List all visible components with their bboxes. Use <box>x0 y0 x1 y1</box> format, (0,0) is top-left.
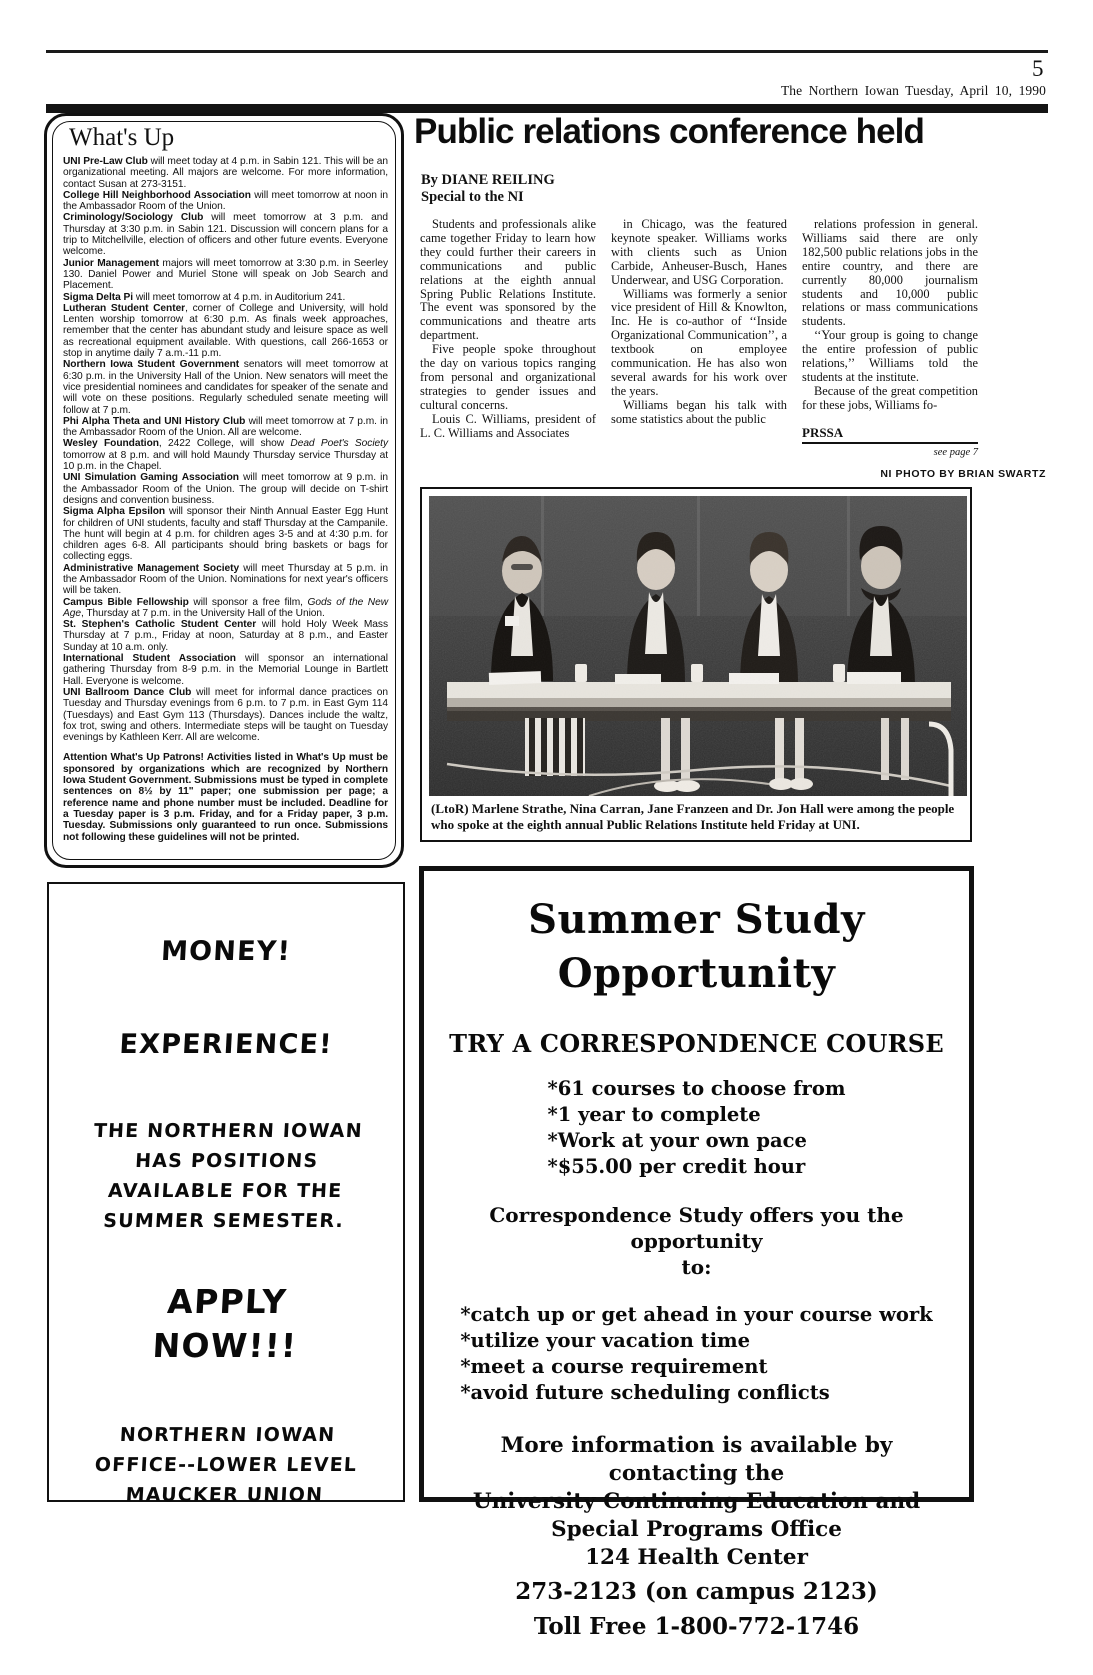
ad-text-line: THE NORTHERN IOWAN <box>93 1120 364 1142</box>
ad-text-line: HAS POSITIONS <box>134 1150 319 1172</box>
summer-ad-benefit-item: *catch up or get ahead in your course work <box>460 1303 933 1326</box>
ad-text-line: APPLY <box>166 1282 289 1321</box>
publication-line: The Northern Iowan Tuesday, April 10, 1990 <box>780 83 1046 98</box>
ad-apply-now <box>47 1280 406 1368</box>
whats-up-entry-org: UNI Simulation Gaming Association <box>63 472 239 484</box>
summer-study-ad[interactable] <box>419 866 974 1640</box>
article-column-2 <box>611 218 787 460</box>
whats-up-box <box>44 113 404 868</box>
byline-role: Special to the NI <box>421 188 524 205</box>
article-paragraph: in Chicago, was the featured keynote speaker. Williams works with clients such as Union Carbide, Anheuser-Busch, Hanes Underwear, and USG Corporation. <box>611 217 787 287</box>
whats-up-title: What's Up <box>69 124 175 151</box>
whats-up-entry: Criminology/Sociology Club will meet tomorrow at 3 p.m. and Thursday at 3:30 p.m. in Sabin 121. Discussion will concern plans for a trip to Mitchellville, election of officers and other future events. Everyone welcome. <box>63 212 388 258</box>
whats-up-patron-note: Attention What's Up Patrons! Activities listed in What's Up must be sponsored by organizations which are recognized by Northern Iowa Student Government. Submissions must be typed in complete sentences on 8½ by 11" paper; one submission per page; a reference name and phone number must be included. Deadline for a Tuesday paper is 3 p.m. Friday, and for a Friday paper, 3 p.m. Tuesday. Submissions only guaranteed to run once. Submissions not following these guidelines will not be printed. <box>63 752 388 843</box>
whats-up-entry-org: UNI Pre-Law Club <box>63 156 148 167</box>
whats-up-entry-org: Campus Bible Fellowship <box>63 596 189 608</box>
article-paragraph: Five people spoke throughout the day on various topics ranging from personal and organizational strategies to gender issues and cultural concerns. <box>420 342 596 412</box>
ad-positions-text <box>46 1116 406 1236</box>
whats-up-entry-org: Sigma Alpha Epsilon <box>63 506 166 518</box>
ad-text-line: SUMMER SEMESTER. <box>102 1210 345 1232</box>
whats-up-entry-org: Phi Alpha Theta and UNI History Club <box>63 415 246 427</box>
ad-text-line: NOW!!! <box>151 1326 299 1365</box>
whats-up-entry-org: St. Stephen's Catholic Student Center <box>63 619 257 631</box>
whats-up-entry-org: Lutheran Student Center <box>63 302 186 314</box>
summer-ad-contact-line: 124 Health Center <box>585 1545 808 1570</box>
article-paragraph: Louis C. Williams, president of L. C. Williams and Associates <box>420 411 596 440</box>
summer-ad-benefit-item: *meet a course requirement <box>460 1355 768 1378</box>
article-paragraph: Students and professionals alike came together Friday to learn how they could further their careers in communications and public relations at the eighth annual Spring Public Relations Institute. The event was sponsored by the communications and theatre arts department. <box>420 217 596 343</box>
summer-ad-offers-text: to: <box>681 1255 712 1279</box>
ad-text-line: OFFICE--LOWER LEVEL <box>94 1454 358 1476</box>
whats-up-body <box>47 154 401 849</box>
summer-ad-contact-line: Special Programs Office <box>551 1517 842 1542</box>
summer-ad-offers-text: Correspondence Study offers you the opportunity <box>489 1203 904 1253</box>
summer-ad-contact-line: University Continuing Education and <box>472 1489 921 1514</box>
photo-block <box>420 487 972 842</box>
article-paragraph: Williams was formerly a senior vice president of Hill & Knowlton, Inc. He is co-author of ‘‘Inside Organizational Communication’’, a textbook on employee communication. He has also won several awards for his work over the years. <box>611 286 787 398</box>
article-column-3 <box>802 218 978 460</box>
whats-up-entry-org: Junior Management <box>63 257 159 269</box>
jump-see-page[interactable]: see page 7 <box>933 446 978 458</box>
summer-ad-benefits <box>460 1302 932 1406</box>
northern-iowan-jobs-ad[interactable] <box>47 882 405 1506</box>
whats-up-entry: Sigma Alpha Epsilon will sponsor their Ninth Annual Easter Egg Hunt for children of UNI students, faculty and staff Thursday at the Campanile. The hunt will begin at 4 p.m. for children ages 3-5 and at 4:30 p.m. for children ages 6-8. All participants should bring baskets or bags for collecting eggs. <box>63 506 389 563</box>
summer-ad-contact <box>440 1432 953 1572</box>
ad-office-location <box>47 1420 406 1510</box>
summer-ad-title <box>440 893 953 1001</box>
whats-up-entry: Campus Bible Fellowship will sponsor a free film, Gods of the New Age, Thursday at 7 p.m. in the University Hall of the Union. <box>63 596 388 619</box>
summer-ad-title-line1: Summer Study <box>528 896 865 943</box>
article-paragraph: relations profession in general. Williams said there are only 182,500 public relations jobs in the entire country, and there are currently 80,000 journalism students and 10,000 public relations or mass communications students. <box>802 217 978 329</box>
whats-up-entry: Sigma Delta Pi will meet tomorrow at 4 p.m. in Auditorium 241. <box>63 291 346 303</box>
summer-ad-subtitle: TRY A CORRESPONDENCE COURSE <box>449 1029 944 1058</box>
summer-ad-feature-item: *$55.00 per credit hour <box>547 1155 806 1178</box>
whats-up-entry: College Hill Neighborhood Association will meet tomorrow at noon in the Ambassador Room of the Union. <box>63 189 388 213</box>
whats-up-entry: Administrative Management Society will meet Thursday at 5 p.m. in the Ambassador Room of the Union. Nominations for next year's officers will be taken. <box>63 562 388 597</box>
photo-illustration <box>429 496 967 796</box>
whats-up-entry-title: Dead Poet's Society <box>290 438 388 450</box>
photo-caption: (LtoR) Marlene Strathe, Nina Carran, Jane Franzeen and Dr. Jon Hall were among the people who spoke at the eighth annual Public Relations Institute held Friday at UNI. <box>431 801 955 832</box>
ad-experience-line: EXPERIENCE! <box>118 1029 334 1060</box>
whats-up-entry-org: Wesley Foundation <box>63 438 159 450</box>
whats-up-entry: UNI Pre-Law Club will meet today at 4 p.m. in Sabin 121. This will be an organizational meeting. All majors are welcome. For more information, contact Susan at 273-3151. <box>63 156 388 190</box>
summer-ad-offers-line <box>440 1202 953 1280</box>
whats-up-entry: Phi Alpha Theta and UNI History Club will meet tomorrow at 7 p.m. in the Ambassador Room of the Union. All are welcome. <box>63 415 389 439</box>
whats-up-entry: St. Stephen's Catholic Student Center will hold Holy Week Mass Thursday at 7 p.m., Friday at noon, Saturday at 8 p.m., and Easter Sunday at 10 a.m. only. <box>63 619 388 653</box>
whats-up-entry: UNI Ballroom Dance Club will meet for informal dance practices on Tuesday and Thursday evenings from 6 p.m. to 7 p.m. in East Gym 114 (Tuesdays) and East Gym 113 (Thursdays). Dances include the waltz, fox trot, swing and others. Intermediate steps will be taught on Tuesday evenings by Kathleen Kerr. All are welcome. <box>63 686 389 744</box>
jump-label: PRSSA <box>802 424 844 440</box>
conference-panel-photo <box>429 496 967 796</box>
photo-credit: NI PHOTO BY BRIAN SWARTZ <box>880 468 1046 480</box>
ad-text-line: MAUCKER UNION <box>125 1484 324 1506</box>
summer-ad-phone-2[interactable]: Toll Free 1-800-772-1746 <box>533 1613 860 1640</box>
byline-author: By DIANE REILING <box>421 172 555 188</box>
article-paragraph: Williams began his talk with some statistics about the public <box>611 397 787 426</box>
summer-ad-benefit-item: *avoid future scheduling conflicts <box>460 1381 830 1404</box>
jump-rule <box>802 442 978 444</box>
article-headline: Public relations conference held <box>414 112 924 151</box>
whats-up-entry: Wesley Foundation, 2422 College, will show Dead Poet's Society tomorrow at 8 p.m. and will hold Maundy Thursday service Thursday at 10 p.m. in the Chapel. <box>63 438 388 473</box>
page-number: 5 <box>1032 56 1044 81</box>
summer-ad-features <box>548 1076 846 1180</box>
article-paragraph: ‘‘Your group is going to change the entire profession of public relations,’’ Williams told the students at the institute. <box>802 328 978 384</box>
ad-text-line: AVAILABLE FOR THE <box>107 1180 343 1202</box>
masthead <box>46 50 1048 113</box>
ad-money-line: MONEY! <box>160 936 292 967</box>
whats-up-entry-org: Sigma Delta Pi <box>63 291 134 303</box>
whats-up-entry-org: College Hill Neighborhood Association <box>63 189 251 201</box>
summer-ad-title-line2: Opportunity <box>557 950 836 997</box>
ad-text-line: NORTHERN IOWAN <box>119 1424 336 1446</box>
whats-up-entry-org: Northern Iowa Student Government <box>63 359 240 371</box>
whats-up-entry: Lutheran Student Center, corner of College and University, will hold Lenten worship tomorrow at 6:30 p.m. As finals week approaches, remember that the center has abundant study and leisure space as well as recreational equipment available. With questions, call 266-1653 or stop in anytime daily 7 a.m.-11 p.m. <box>63 302 389 360</box>
summer-ad-feature-item: *61 courses to choose from <box>547 1077 846 1100</box>
article-paragraph: Because of the great competition for these jobs, Williams fo- <box>802 383 978 412</box>
whats-up-entry: International Student Association will sponsor an international gathering Thursday from 8-9 p.m. in the Memorial Lounge in Bartlett Hall. Everyone is welcome. <box>63 653 388 687</box>
article-column-1 <box>420 218 596 460</box>
whats-up-entry: Northern Iowa Student Government senators will meet tomorrow at 6:30 p.m. in the University Hall of the Union. New senators will meet the vice presidential nominees and candidates for speaker of the senate and will vote on these positions. Regularly scheduled senate meeting will follow at 7 p.m. <box>63 359 388 416</box>
whats-up-entry-org: Administrative Management Society <box>63 562 240 574</box>
article-columns <box>420 218 980 460</box>
summer-ad-contact-line: More information is available by contacting the <box>500 1433 893 1486</box>
summer-ad-phone-1[interactable]: 273-2123 (on campus 2123) <box>515 1578 878 1605</box>
article-byline <box>421 172 641 205</box>
whats-up-entry-org: UNI Ballroom Dance Club <box>63 686 192 698</box>
whats-up-entry: UNI Simulation Gaming Association will meet tomorrow at 9 p.m. in the Ambassador Room of the Union. The group will decide on T-shirt designs and convention business. <box>63 472 389 506</box>
summer-ad-feature-item: *1 year to complete <box>547 1103 761 1126</box>
whats-up-entry-org: Criminology/Sociology Club <box>63 212 204 224</box>
whats-up-entry-title: Gods of the New Age <box>63 596 388 619</box>
summer-ad-benefit-item: *utilize your vacation time <box>460 1329 751 1352</box>
summer-ad-feature-item: *Work at your own pace <box>547 1129 807 1152</box>
whats-up-entry-org: International Student Association <box>63 653 236 665</box>
whats-up-entry: Junior Management majors will meet tomorrow at 3:30 p.m. in Seerley 130. Daniel Power and Muriel Stone will speak on Job Search and Placement. <box>63 257 388 292</box>
